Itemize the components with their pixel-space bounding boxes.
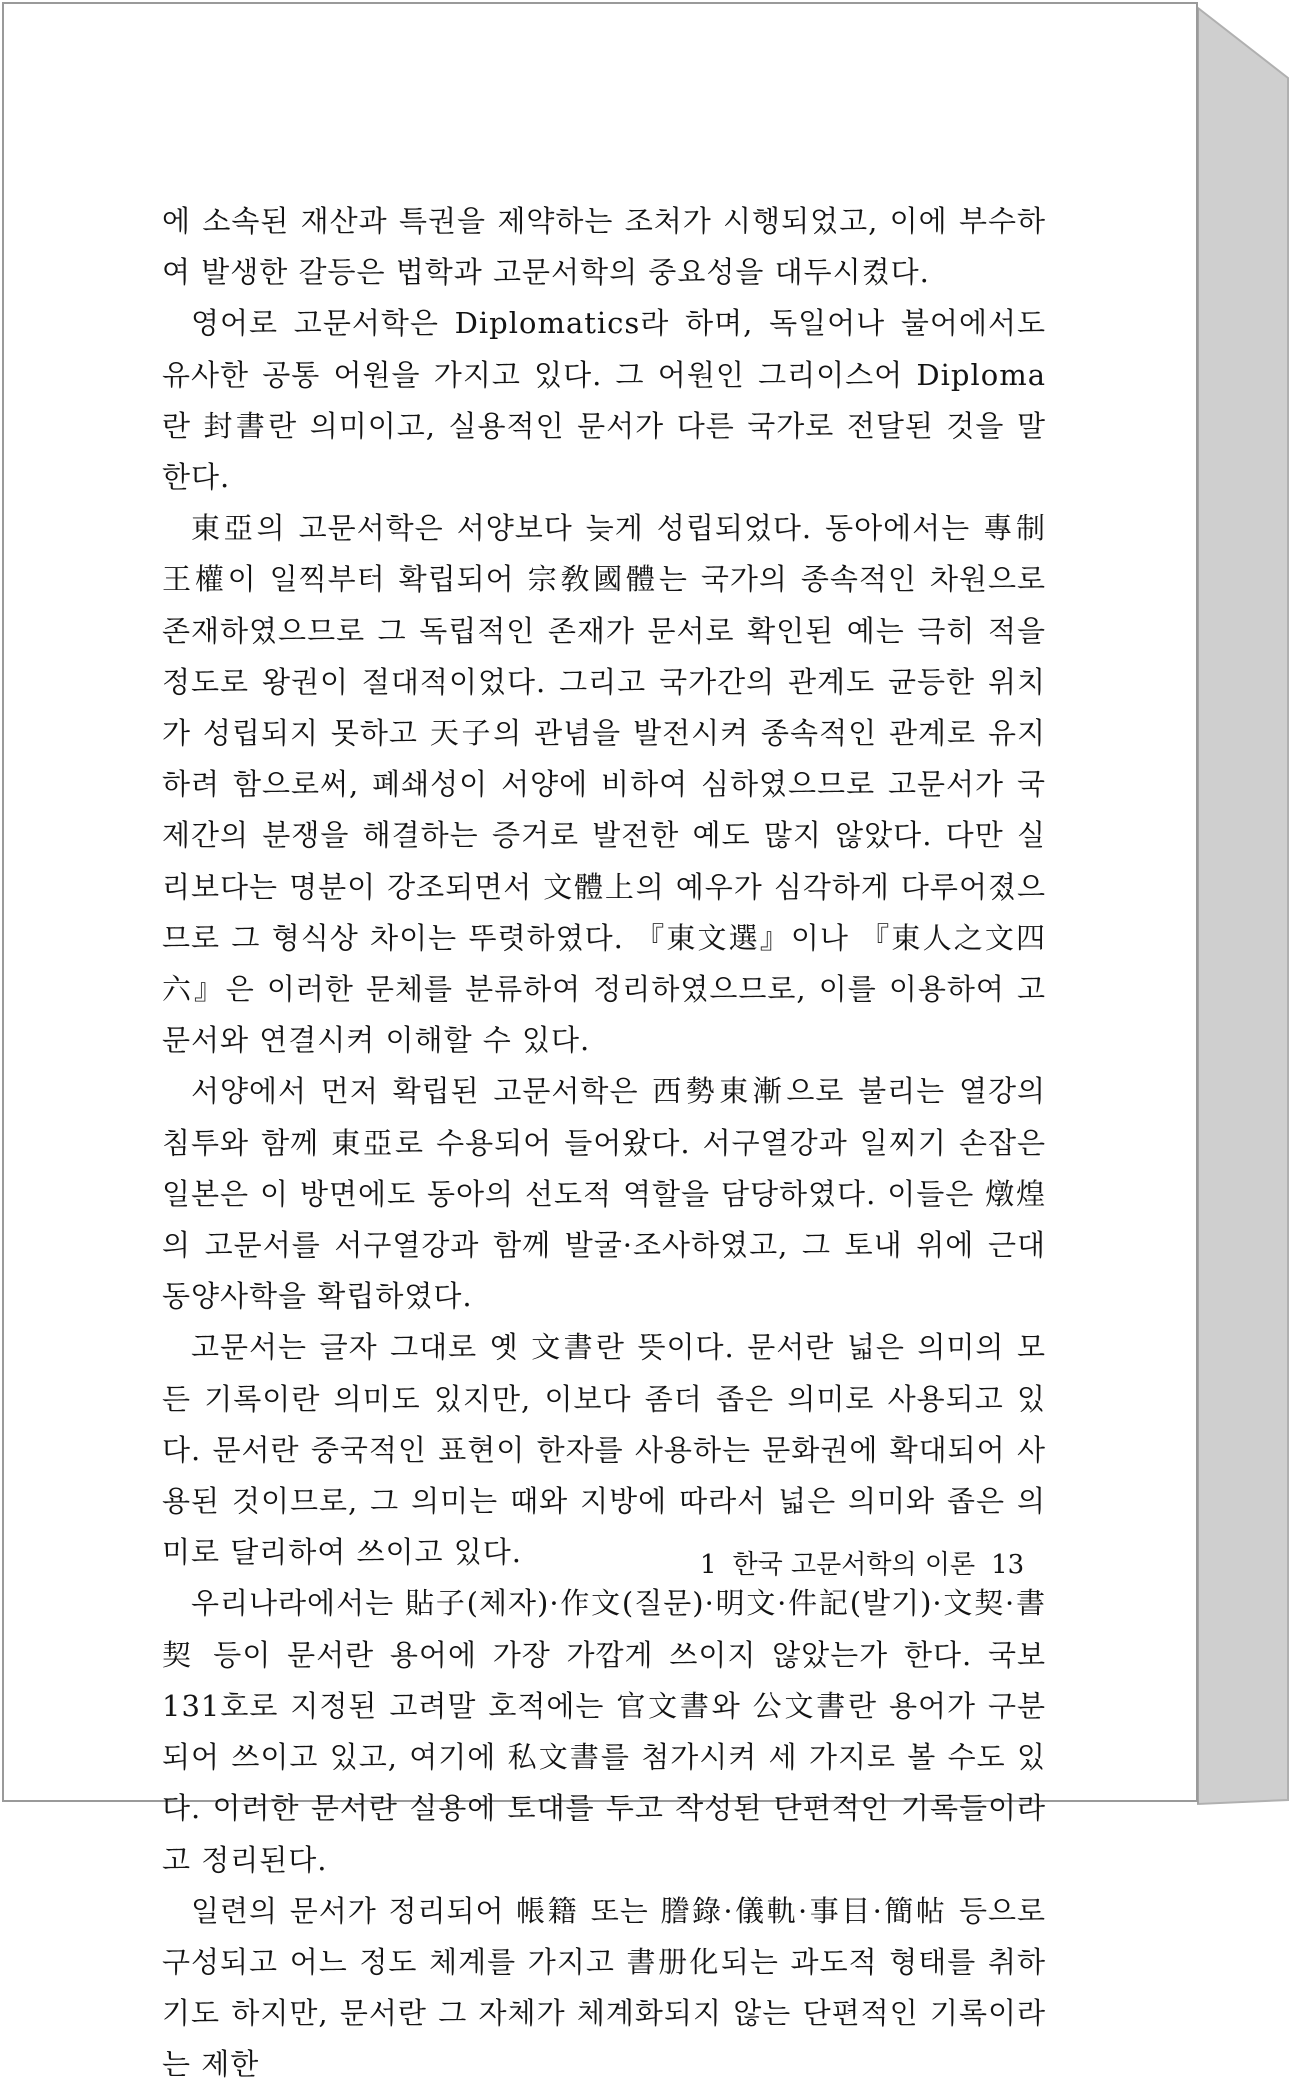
chapter-title: 한국 고문서학의 이론	[732, 1550, 976, 1580]
paragraph: 東亞의 고문서학은 서양보다 늦게 성립되었다. 동아에서는 專制王權이 일찍부터 확립되어 宗敎國體는 국가의 종속적인 차원으로 존재하였으므로 그 독립적인 존재가 문서로 확인된 예는 극히 적을 정도로 왕권이 절대적이었다. 그리고 국가간의 관계도 균등한 위치가 성립되지 못하고 天子의 관념을 발전시켜 종속적인 관계로 유지하려 함으로써, 폐쇄성이 서양에 비하여 심하였으므로 고문서가 국제간의 분쟁을 해결하는 증거로 발전한 예도 많지 않았다. 다만 실리보다는 명분이 강조되면서 文體上의 예우가 심각하게 다루어졌으므로 그 형식상 차이는 뚜렷하였다. 『東文選』이나 『東人之文四六』은 이러한 문체를 분류하여 정리하였으므로, 이를 이용하여 고문서와 연결시켜 이해할 수 있다.	[162, 511, 1046, 1058]
paragraph: 일련의 문서가 정리되어 帳籍 또는 謄錄·儀軌·事目·簡帖 등으로 구성되고 어느 정도 체계를 가지고 書册化되는 과도적 형태를 취하기도 하지만, 문서란 그 자체가 체계화되지 않는 단편적인 기록이라는 제한	[162, 1893, 1046, 2082]
paragraph: 우리나라에서는 貼子(체자)·作文(질문)·明文·件記(발기)·文契·書契 등이 문서란 용어에 가장 가깝게 쓰이지 않았는가 한다. 국보 131호로 지정된 고려말 호적에는 官文書와 公文書란 용어가 구분되어 쓰이고 있고, 여기에 私文書를 첨가시켜 세 가지로 볼 수도 있다. 이러한 문서란 실용에 토대를 두고 작성된 단편적인 기록들이라고 정리된다.	[162, 1586, 1046, 1877]
running-footer	[700, 1544, 1025, 1581]
paragraph: 고문서는 글자 그대로 옛 文書란 뜻이다. 문서란 넓은 의미의 모든 기록이란 의미도 있지만, 이보다 좀더 좁은 의미로 사용되고 있다. 문서란 중국적인 표현이 한자를 사용하는 문화권에 확대되어 사용된 것이므로, 그 의미는 때와 지방에 따라서 넓은 의미와 좁은 의미로 달리하여 쓰이고 있다.	[162, 1330, 1046, 1570]
page-body	[162, 196, 1046, 2091]
page-number: 13	[991, 1550, 1025, 1580]
paragraph: 서양에서 먼저 확립된 고문서학은 西勢東漸으로 불리는 열강의 침투와 함께 東亞로 수용되어 들어왔다. 서구열강과 일찌기 손잡은 일본은 이 방면에도 동아의 선도적 역할을 담당하였다. 이들은 燉煌의 고문서를 서구열강과 함께 발굴·조사하였고, 그 토내 위에 근대 동양사학을 확립하였다.	[162, 1074, 1046, 1314]
paragraph: 에 소속된 재산과 특권을 제약하는 조처가 시행되었고, 이에 부수하여 발생한 갈등은 법학과 고문서학의 중요성을 대두시켰다.	[162, 204, 1046, 290]
paragraph: 영어로 고문서학은 Diplomatics라 하며, 독일어나 불어에서도 유사한 공통 어원을 가지고 있다. 그 어원인 그리이스어 Diploma란 封書란 의미이고, 실용적인 문서가 다른 국가로 전달된 것을 말한다.	[162, 306, 1046, 495]
chapter-number: 1	[700, 1550, 717, 1580]
